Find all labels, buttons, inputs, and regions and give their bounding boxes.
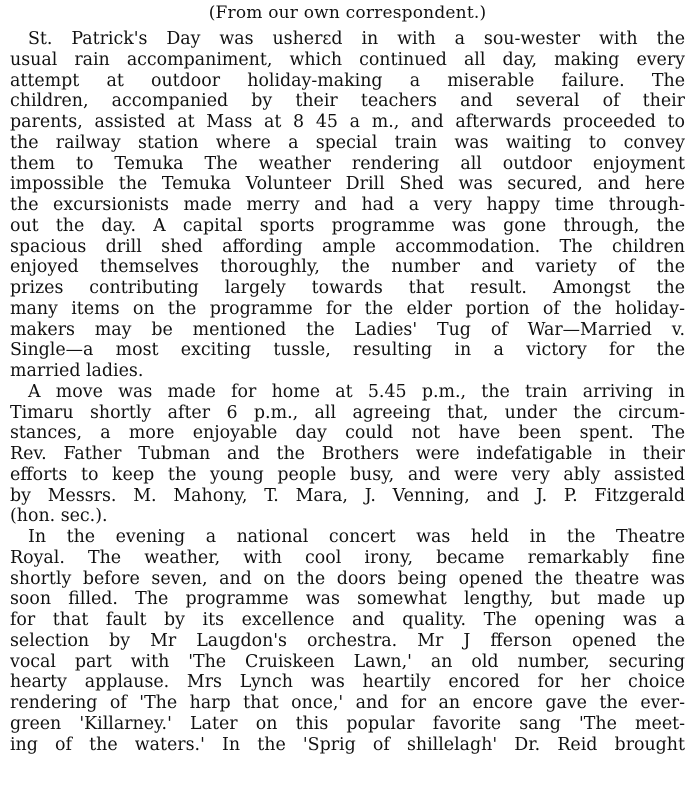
text-line: selection by Mr Laugdon's orchestra. Mr J fferson opened the	[10, 630, 685, 651]
text-line: them to Temuka The weather rendering all outdoor enjoyment	[10, 153, 685, 174]
article-byline: (From our own correspondent.)	[208, 3, 487, 23]
text-line: out the day. A capital sports programme was gone through, the	[10, 215, 685, 236]
text-line: St. Patrick's Day was usherεd in with a sou-wester with the	[28, 29, 685, 49]
text-line: hearty applause. Mrs Lynch was heartily encored for her choice	[10, 672, 685, 693]
text-line: Single—a most exciting tussle, resulting in a victory for the	[10, 340, 685, 361]
text-line: usual rain accompaniment, which continued all day, making every	[10, 49, 685, 70]
paragraph-1	[10, 29, 685, 382]
text-line: impossible the Temuka Volunteer Drill Shed was secured, and here	[10, 174, 685, 195]
text-line: the excursionists made merry and had a very happy time through-	[10, 195, 685, 215]
text-line: stances, a more enjoyable day could not have been spent. The	[10, 423, 685, 444]
text-line: enjoyed themselves thoroughly, the number and variety of the	[10, 257, 685, 278]
text-line: children, accompanied by their teachers and several of their	[10, 91, 685, 112]
text-line: green 'Killarney.' Later on this popular favorite sang 'The meet-	[10, 713, 685, 734]
text-line: many items on the programme for the elder portion of the holiday-	[10, 298, 685, 319]
text-line: Timaru shortly after 6 p.m., all agreeing that, under the circum-	[10, 402, 685, 423]
paragraph-3	[10, 527, 685, 755]
text-line: (hon. sec.).	[10, 506, 108, 527]
text-line: married ladies.	[10, 361, 144, 381]
text-line: shortly before seven, and on the doors being opened the theatre was	[10, 568, 685, 589]
text-line: rendering of 'The harp that once,' and for an encore gave the ever-	[10, 693, 685, 713]
text-line: spacious drill shed affording ample accommodation. The children	[10, 236, 685, 257]
paragraph-2	[10, 382, 685, 527]
text-line: by Messrs. M. Mahony, T. Mara, J. Venning, and J. P. Fitzgerald	[10, 485, 685, 506]
text-line: attempt at outdoor holiday-making a miserable failure. The	[10, 70, 685, 91]
text-line: prizes contributing largely towards that result. Amongst the	[10, 278, 685, 298]
text-line: Royal. The weather, with cool irony, became remarkably fine	[10, 547, 685, 568]
text-line: for that fault by its excellence and quality. The opening was a	[10, 610, 685, 630]
text-line: efforts to keep the young people busy, and were very ably assisted	[10, 464, 685, 485]
text-line: ing of the waters.' In the 'Sprig of shillelagh' Dr. Reid brought	[10, 734, 685, 755]
text-line: vocal part with 'The Cruiskeen Lawn,' an old number, securing	[10, 651, 685, 672]
text-line: soon filled. The programme was somewhat lengthy, but made up	[10, 589, 685, 610]
text-line: Rev. Father Tubman and the Brothers were indefatigable in their	[10, 444, 685, 464]
text-line: makers may be mentioned the Ladies' Tug of War—Married v.	[10, 319, 685, 340]
text-line: the railway station where a special train was waiting to convey	[10, 132, 685, 153]
text-line: In the evening a national concert was held in the Theatre	[28, 527, 685, 547]
newspaper-column	[0, 2, 691, 798]
text-line: A move was made for home at 5.45 p.m., the train arriving in	[28, 381, 685, 402]
text-line: parents, assisted at Mass at 8 45 a m., and afterwards proceeded to	[10, 112, 685, 132]
